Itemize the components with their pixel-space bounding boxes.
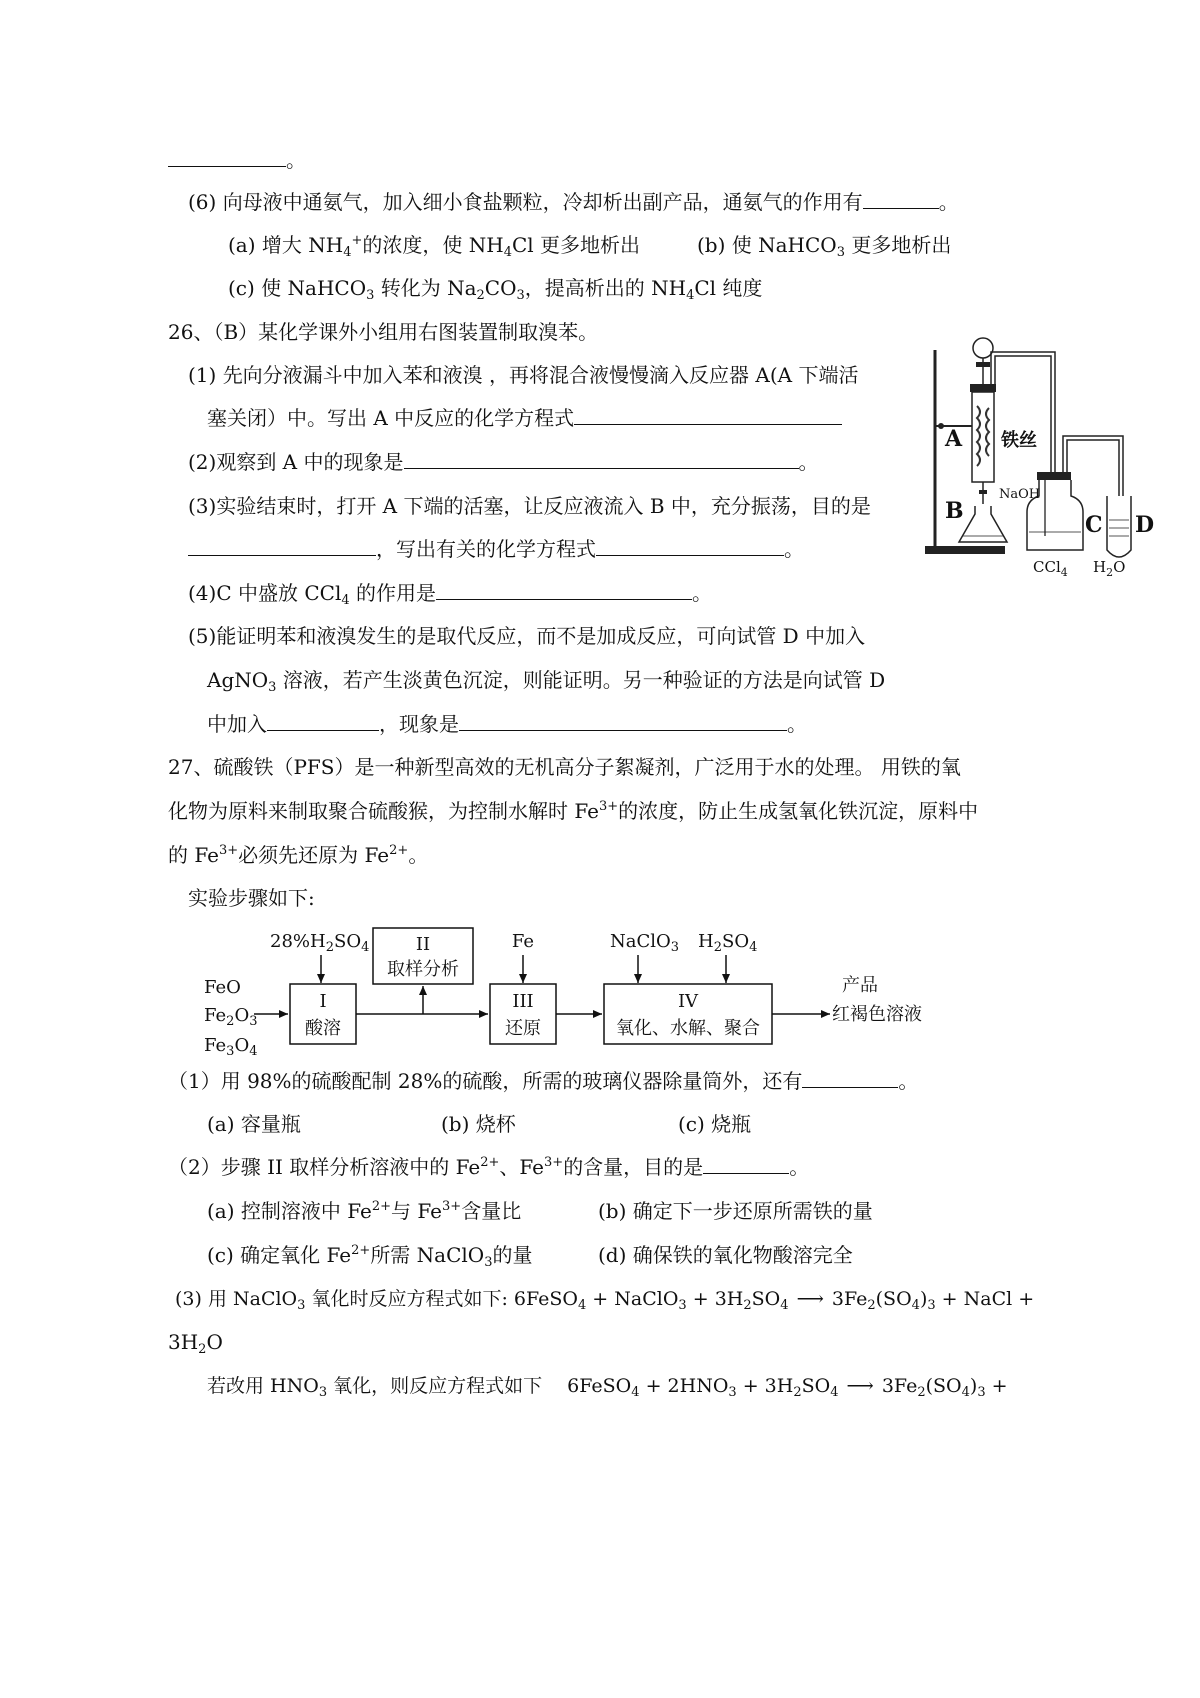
product-description: 红褐色溶液 — [832, 1004, 922, 1025]
q27-intro-line2: 化物为原料来制取聚合硫酸猴，为控制水解时 $Fe^{3+}$的浓度，防止生成氢氧化铁沉淀，原料中 — [168, 799, 979, 823]
svg-text:I: I — [319, 991, 327, 1012]
q27-part1: （1）用 98%的硫酸配制 28%的硫酸，所需的玻璃仪器除量筒外，还有 。 — [168, 1069, 919, 1093]
label-naoh: NaOH — [999, 487, 1041, 502]
q26-part4-blank[interactable] — [436, 581, 692, 600]
q26-part1-blank[interactable] — [574, 406, 842, 425]
answer-blank[interactable] — [168, 148, 286, 167]
q6-option-b: (b) 使 NaHCO$_3$ 更多地析出 — [697, 233, 952, 260]
label-c: C — [1085, 512, 1103, 538]
q27-part2-option-d: (d) 确保铁的氧化物酸溶完全 — [598, 1243, 853, 1267]
q6-question: (6) 向母液中通氨气，加入细小食盐颗粒，冷却析出副产品，通氨气的作用有 。 — [188, 190, 959, 214]
svg-text:IV: IV — [677, 991, 699, 1012]
q27-intro-line3: 的 $Fe^{3+}$必须先还原为 $Fe^{2+}$。 — [168, 843, 429, 867]
q26-part1-line2: 塞关闭）中。写出 A 中反应的化学方程式 — [207, 404, 842, 432]
label-ccl4: CCl$_4$ — [1033, 558, 1068, 579]
reactor-a — [972, 392, 994, 482]
process-flowchart — [204, 925, 930, 1295]
q26-title: 26、（B）某化学课外小组用右图装置制取溴苯。 — [168, 320, 599, 344]
input-fe2o3: $Fe_2O_3$ — [204, 1005, 258, 1029]
reagent-h2so4-28: $28\%H_2SO_4$ — [270, 931, 370, 955]
svg-text:氧化、水解、聚合: 氧化、水解、聚合 — [616, 1018, 760, 1039]
q26-part3-line2: ，写出有关的化学方程式 。 — [188, 535, 804, 563]
svg-text:II: II — [415, 934, 431, 955]
q26-part5-line2: AgNO$_3$ 溶液，若产生淡黄色沉淀，则能证明。另一种验证的方法是向试管 D — [207, 668, 886, 695]
q27-part3-line2: $3H_2O$ — [168, 1330, 223, 1357]
bromobenzene-apparatus-figure — [925, 336, 1200, 580]
q26-part1-line1: (1) 先向分液漏斗中加入苯和液溴 ，再将混合液慢慢滴入反应器 A(A 下端活 — [188, 363, 859, 387]
q27-part1-option-b: (b) 烧杯 — [441, 1112, 516, 1136]
reaction-arrow: ⟶ — [796, 1288, 824, 1310]
reagent-h2so4: $H_2SO_4$ — [698, 931, 758, 955]
q27-part2-blank[interactable] — [703, 1155, 789, 1174]
separatory-funnel — [973, 338, 993, 358]
q26-part3-line1: (3)实验结束时，打开 A 下端的活塞，让反应液流入 B 中，充分振荡，目的是 — [188, 494, 871, 518]
q27-part1-blank[interactable] — [802, 1069, 898, 1088]
q26-part5-blank-2[interactable] — [459, 712, 787, 731]
svg-text:取样分析: 取样分析 — [387, 959, 459, 980]
q27-part3-line3: 若改用 $HNO_3$ 氧化，则反应方程式如下 6FeSO$_4$ + $2HNO_3 + 3H_2SO_4$ ⟶ $3Fe_2(SO_4)_3$ + — [207, 1375, 1008, 1400]
q6-answer-blank[interactable] — [863, 190, 939, 209]
stand-base — [925, 546, 1005, 554]
q6-option-c: (c) 使 NaHCO$_3$ 转化为 $Na_2CO_3$，提高析出的 $NH_4Cl$ 纯度 — [228, 276, 763, 303]
q26-part4: (4)C 中盛放 CCl$_4$ 的作用是 。 — [188, 581, 712, 608]
q27-steps-label: 实验步骤如下: — [188, 886, 315, 910]
svg-text:III: III — [512, 991, 534, 1012]
reagent-naclo3: NaClO$_3$ — [610, 931, 680, 955]
q27-part2-option-b: (b) 确定下一步还原所需铁的量 — [598, 1199, 873, 1223]
q27-part1-option-a: (a) 容量瓶 — [207, 1112, 301, 1136]
input-fe3o4: $Fe_3O_4$ — [204, 1035, 258, 1059]
q6-option-a: (a) 增大 $NH_4^+$的浓度，使 $NH_4Cl$ 更多地析出 — [228, 233, 641, 260]
label-b: B — [945, 498, 964, 524]
flask-b — [959, 506, 1007, 542]
q27-part1-option-c: (c) 烧瓶 — [678, 1112, 752, 1136]
q27-part2-option-a: (a) 控制溶液中 $Fe^{2+}$与 $Fe^{3+}$含量比 — [207, 1199, 522, 1223]
q26-part2-blank[interactable] — [404, 450, 799, 469]
q26-part5-line3: 中加入 ，现象是 。 — [207, 712, 807, 736]
q26-part2: (2)观察到 A 中的现象是 。 — [188, 450, 819, 474]
q26-part5-blank-1[interactable] — [267, 712, 379, 731]
label-iron-wire: 铁丝 — [1001, 430, 1037, 451]
q27-part3-line1: (3) 用 NaClO$_3$ 氧化时反应方程式如下: 6FeSO$_4$ + NaClO$_3$ + $3H_2SO_4$ ⟶ $3Fe_2(SO_4)_3$ + NaCl + — [175, 1288, 1035, 1313]
q26-part5-line1: (5)能证明苯和液溴发生的是取代反应，而不是加成反应，可向试管 D 中加入 — [188, 624, 866, 648]
label-a: A — [945, 426, 963, 452]
q27-part2-option-c: (c) 确定氧化 $Fe^{2+}$所需 NaClO$_3$的量 — [207, 1243, 533, 1270]
test-tube-d — [1107, 496, 1131, 557]
q26-part3-blank-2[interactable] — [596, 537, 784, 556]
q27-intro-line1: 27、硫酸铁（PFS）是一种新型高效的无机高分子絮凝剂，广泛用于水的处理。 用铁的氧 — [168, 755, 961, 779]
input-feo: FeO — [204, 977, 241, 998]
answer-line-top: 。 — [168, 146, 306, 174]
reagent-fe: Fe — [511, 931, 535, 952]
reaction-arrow-2: ⟶ — [846, 1375, 874, 1397]
q26-part3-blank-1[interactable] — [188, 537, 376, 556]
svg-text:还原: 还原 — [505, 1018, 541, 1039]
label-h2o: $H_2O$ — [1093, 558, 1126, 579]
product-label: 产品 — [842, 975, 878, 996]
label-d: D — [1135, 512, 1155, 538]
svg-text:酸溶: 酸溶 — [305, 1018, 341, 1039]
q27-part2: （2）步骤 II 取样分析溶液中的 $Fe^{2+}$、$Fe^{3+}$的含量，目的是 。 — [168, 1155, 810, 1179]
